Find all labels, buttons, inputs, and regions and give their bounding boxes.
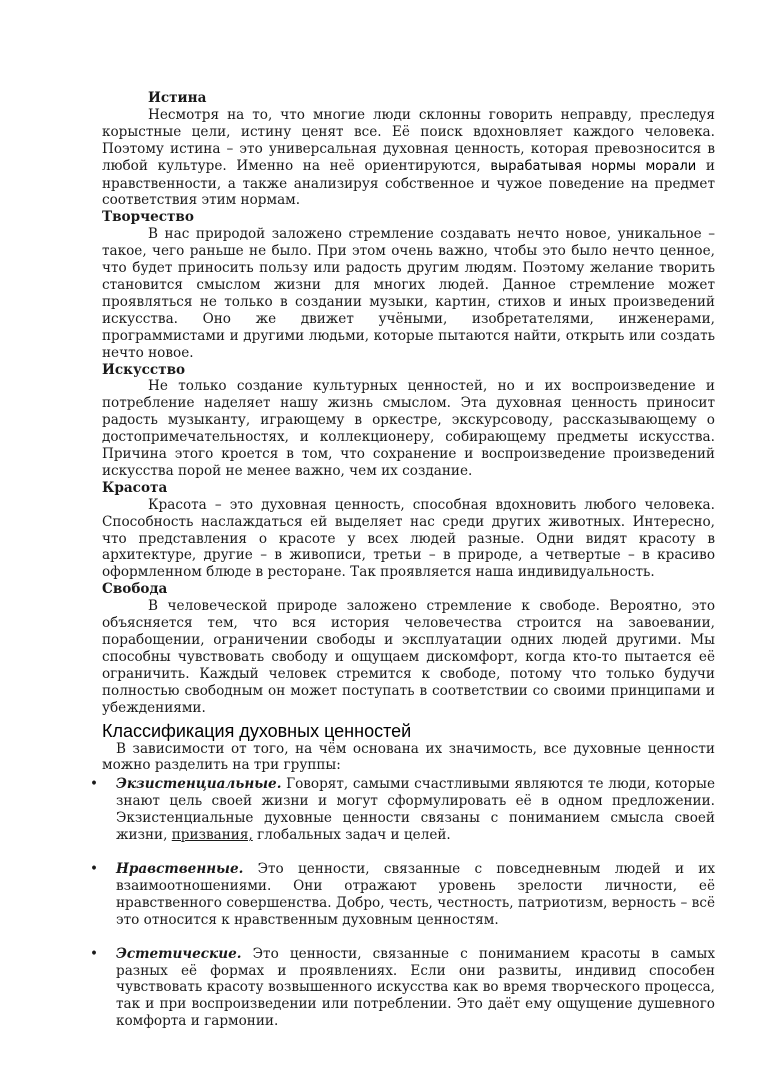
section-paragraph-beauty: Красота – это духовная ценность, способная вдохновить любого человека. Способность наслаждаться ей выделяет нас среди других животных. Интересно, что представления о красоте у всех людей разные. Одни видят красоту в архитектуре, другие – в живописи, третьи – в природе, а четвертые – в красиво оформленном блюде в ресторане. Так проявляется наша индивидуальность.	[102, 496, 715, 581]
item-text: Говорят, самыми счастливыми являются те люди, которые знают цель своей жизни и могут сформулировать её в одном предложении. Экзистенциальные духовные ценности связаны с пониманием смысла своей жизни,	[116, 776, 715, 844]
list-item-aesthetic	[90, 945, 715, 1031]
section-paragraph-truth	[102, 107, 715, 209]
section-paragraph-freedom: В человеческой природе заложено стремление к свободе. Вероятно, это объясняется тем, что вся история человечества строится на завоевании, порабощении, ограничении свободы и эксплуатации одних людей другими. Мы способны чувствовать свободу и ощущаем дискомфорт, когда кто-то пытается её ограничить. Каждый человек стремится к свободе, потому что только будучи полностью свободным он может поступать в соответствии со своими принципами и убеждениями.	[102, 598, 715, 716]
bullet-icon: •	[90, 945, 99, 962]
item-text: Это ценности, связанные с пониманием красоты в самых разных её формах и проявлениях. Если они развиты, индивид способен чувствовать красоту возвышенного искусства как во время творческого процесса, так и при воспроизведении или потреблении. Это даёт ему ощущение душевного комфорта и гармонии.	[116, 945, 715, 1030]
paragraph-text: Несмотря на то, что многие люди склонны говорить неправду, преследуя корыстные цели, истину ценят все. Её поиск вдохновляет каждого человека. Поэтому истина – это универсальная духовная ценность, которая превозносится в любой культуре. Именно на неё ориентируются,	[102, 106, 715, 174]
classification-list	[90, 776, 715, 1030]
section-title-art: Искусство	[102, 361, 186, 378]
bullet-icon: •	[90, 776, 99, 793]
term-existential: Экзистенциальные.	[116, 776, 282, 793]
document-page	[90, 90, 715, 1030]
item-text: глобальных задач и целей.	[257, 827, 451, 844]
section-title-beauty: Красота	[102, 479, 168, 496]
term-aesthetic: Эстетические.	[116, 945, 242, 962]
classification-heading: Классификация духовных ценностей	[102, 720, 412, 741]
section-title-creativity: Творчество	[102, 209, 194, 226]
bullet-icon: •	[90, 860, 99, 877]
section-title-freedom: Свобода	[102, 581, 168, 598]
section-paragraph-creativity: В нас природой заложено стремление создавать нечто новое, уникальное – такое, чего раньше не было. При этом очень важно, чтобы это было нечто ценное, что будет приносить пользу или радость другим людям. Поэтому желание творить становится смыслом жизни для многих людей. Данное стремление может проявляться не только в создании музыки, картин, стихов и иных произведений искусства. Оно же движет учёными, изобретателями, инженерами, программистами и другими людьми, которые пытаются найти, открыть или создать нечто новое.	[102, 226, 715, 361]
classification-intro: В зависимости от того, на чём основана их значимость, все духовные ценности можно разделить на три группы:	[102, 740, 715, 774]
section-paragraph-art: Не только создание культурных ценностей, но и их воспроизведение и потребление наделяет нашу жизнь смыслом. Эта духовная ценность приносит радость музыканту, играющему в оркестре, экскурсоводу, рассказывающему о достопримечательностях, и коллекционеру, собирающему предметы искусства. Причина этого кроется в том, что сохранение и воспроизведение произведений искусства порой не менее важно, чем их создание.	[102, 378, 715, 479]
section-title-truth: Истина	[148, 90, 207, 106]
paragraph-text: и нравственности, а также анализируя собственное и чужое поведение на предмет соответствия этим нормам.	[102, 157, 715, 209]
list-item-moral	[90, 860, 715, 929]
item-text: Это ценности, связанные с повседневным людей и их взаимоотношениями. Они отражают уровень зрелости личности, её нравственного совершенства. Добро, честь, честность, патриотизм, верность – всё это относится к нравственным духовным ценностям.	[116, 860, 715, 928]
list-item-existential	[90, 776, 715, 844]
vocation-link[interactable]: призвания,	[171, 827, 253, 844]
term-moral: Нравственные.	[116, 860, 244, 877]
morality-norms-phrase: вырабатывая нормы морали	[490, 158, 697, 174]
